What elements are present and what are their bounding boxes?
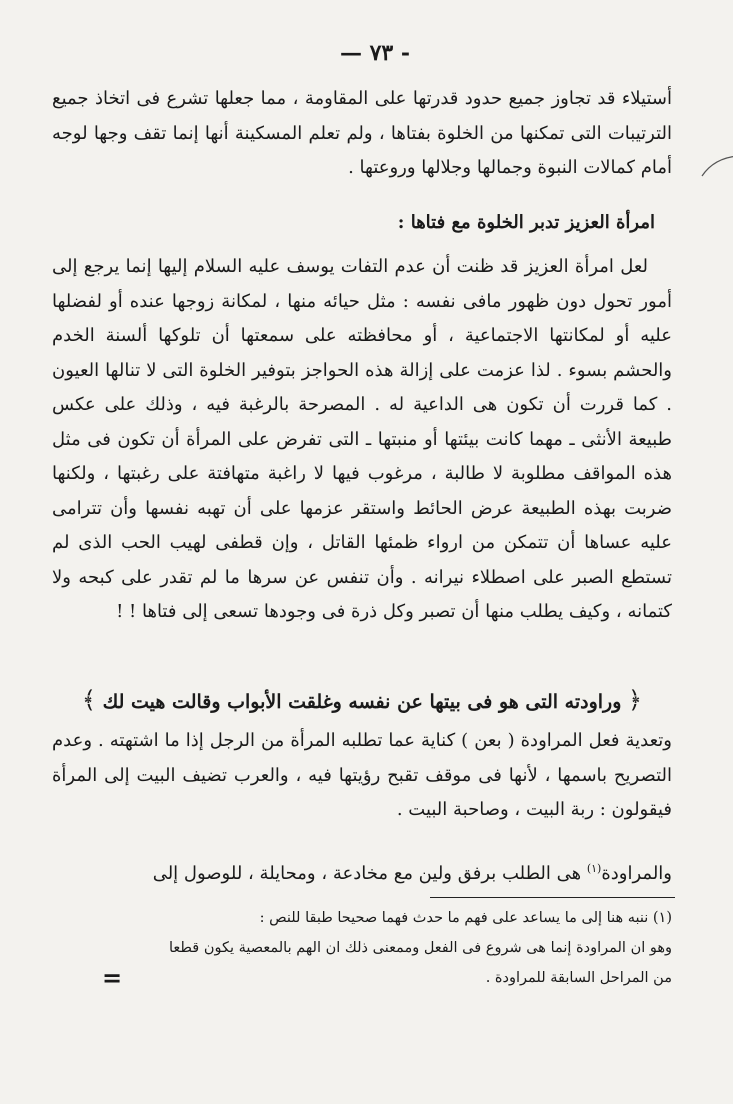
footnotes [52,903,672,993]
verse-text: وراودته التى هو فى بيتها عن نفسه وغلقت الأبواب وقالت هيت لك [102,691,622,713]
paragraph-1: أستيلاء قد تجاوز جميع حدود قدرتها على المقاومة ، مما جعلها تشرع فى اتخاذ جميع الترتيبات التى تمكنها من الخلوة بفتاها ، ولم تعلم المسكينة أنها إنما تقف وجها لوجه أمام كمالات النبوة وجمالها وجلالها وروعتها . [52,88,672,178]
verse-open-bracket: ﴿ [628,686,643,714]
page-number: - ٧٣ — [339,40,411,66]
footnote-line-3-row [52,963,672,993]
quran-verse [52,686,672,714]
paragraph-4 [52,852,672,892]
paragraph-4-start: والمراودة [601,863,672,884]
paragraph-4-rest: هى الطلب برفق ولين مع مخادعة ، ومحايلة ، للوصول إلى [152,863,587,884]
verse-close-bracket: ﴾ [81,686,96,714]
footnote-divider [430,897,675,898]
paragraph-2 [52,250,672,630]
paragraph-3: وتعدية فعل المراودة ( بعن ) كناية عما تطلبه المرأة من الرجل إذا ما اشتهته . وعدم التصريح باسمها ، لأنها فى موقف تقبح رؤيتها فيه ، والعرب تضيف البيت إلى المرأة فيقولون : ربة البيت ، وصاحبة البيت . [52,730,672,820]
footnote-reference: (١) [586,862,602,875]
footnote-line-2: وهو ان المراودة إنما هى شروع فى الفعل وممعنى ذلك ان الهم بالمعصية يكون قطعا [169,940,672,956]
section-heading: امرأة العزيز تدبر الخلوة مع فتاها : [397,212,655,233]
continuation-mark: = [102,963,123,992]
paragraph-2-text: لعل امرأة العزيز قد ظنت أن عدم التفات يوسف عليه السلام إليها إنما يرجع إلى أمور تحول دون ظهور مافى نفسه : مثل حيائه منها ، لمكانة زوجها عنده أو لفضلها عليه أو لمكانتها الاجتماعية ، أو محافظته على سمعتها أن تلوكها ألسنة الخدم والحشم بسوء . لذا عزمت على إزالة هذه الحواجز بتوفير الخلوة التى لا تنالها العيون . كما قررت أن تكون هى الداعية له . المصرحة بالرغبة فيه ، وذلك على عكس طبيعة الأنثى ـ مهما كانت بيئتها أو منبتها ـ التى تفرض على المرأة أن تكون فى مثل هذه المواقف مطلوبة لا طالبة ، مرغوب فيها لا راغبة متهافتة على رغبتها ، ولكنها ضربت بهذه الطبيعة عرض الحائط واستقر عزمها على أن تهبه نفسها وأن تترامى عليه عساها أن تتمكن من ارواء ظمئها القاتل ، وإن قطفى لهيب الحب الذى لم تستطع الصبر على اصطلاء نيرانه . وأن تنفس عن سرها ما لم تقدر على كبحه ولا كتمانه ، وكيف يطلب منها أن تصبر وكل ذرة فى وجودها تسعى إلى فتاها ! ! [52,256,673,622]
footnote-line-3: من المراحل السابقة للمراودة . [485,970,672,986]
margin-pencil-mark [700,150,733,180]
footnote-line-1: (١) ننبه هنا إلى ما يساعد على فهم ما حدث فهما صحيحا طبقا للنص : [259,910,672,926]
